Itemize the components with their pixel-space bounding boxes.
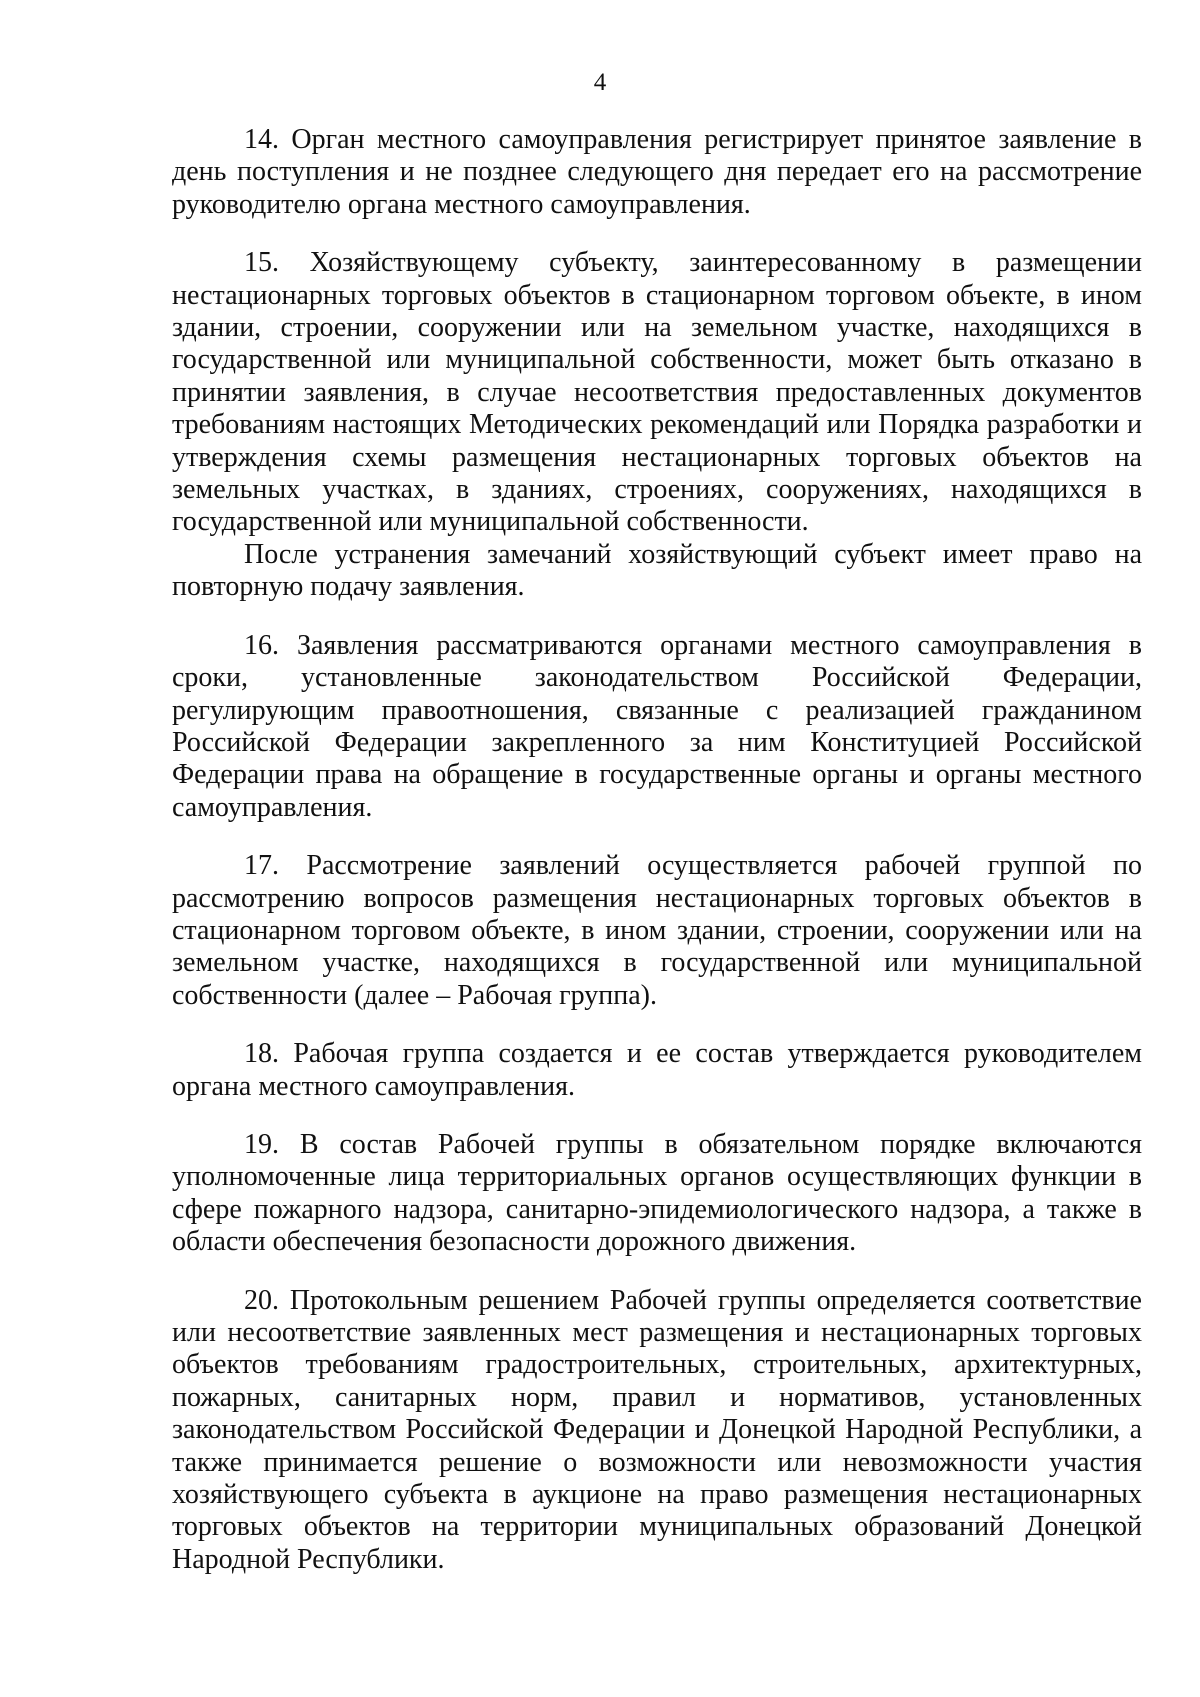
paragraph-16: 16. Заявления рассматриваются органами местного самоуправления в сроки, установленные законодательством Российской Федерации, регулирующим правоотношения, связанные с реализацией гражданином Российской Федерации закрепленного за ним Конституцией Российской Федерации права на обращение в государственные органы и органы местного самоуправления. — [172, 629, 1142, 823]
paragraph-15-continuation: После устранения замечаний хозяйствующий субъект имеет право на повторную подачу заявления. — [172, 538, 1142, 603]
page-number: 4 — [593, 69, 607, 96]
document-body — [172, 124, 1142, 1576]
paragraph-18: 18. Рабочая группа создается и ее состав утверждается руководителем органа местного самоуправления. — [172, 1038, 1142, 1102]
paragraph-14: 14. Орган местного самоуправления регистрирует принятое заявление в день поступления и не позднее следующего дня передает его на рассмотрение руководителю органа местного самоуправления. — [172, 124, 1142, 220]
paragraph-17: 17. Рассмотрение заявлений осуществляется рабочей группой по рассмотрению вопросов размещения нестационарных торговых объектов в стационарном торговом объекте, в ином здании, строении, сооружении или на земельном участке, находящихся в государственной или муниципальной собственности (далее – Рабочая группа). — [172, 850, 1142, 1011]
paragraph-15: 15. Хозяйствующему субъекту, заинтересованному в размещении нестационарных торговых объектов в стационарном торговом объекте, в ином здании, строении, сооружении или на земельном участке, находящихся в государственной или муниципальной собственности, может быть отказано в принятии заявления, в случае несоответствия предоставленных документов требованиям настоящих Методических рекомендаций или Порядка разработки и утверждения схемы размещения нестационарных торговых объектов на земельных участках, в зданиях, строениях, сооружениях, находящихся в государственной или муниципальной собственности. — [172, 247, 1142, 538]
paragraph-19: 19. В состав Рабочей группы в обязательном порядке включаются уполномоченные лица территориальных органов осуществляющих функции в сфере пожарного надзора, санитарно-эпидемиологического надзора, а также в области обеспечения безопасности дорожного движения. — [172, 1128, 1142, 1258]
paragraph-20: 20. Протокольным решением Рабочей группы определяется соответствие или несоответствие заявленных мест размещения и нестационарных торговых объектов требованиям градостроительных, строительных, архитектурных, пожарных, санитарных норм, правил и нормативов, установленных законодательством Российской Федерации и Донецкой Народной Республики, а также принимается решение о возможности или невозможности участия хозяйствующего субъекта в аукционе на право размещения нестационарных торговых объектов на территории муниципальных образований Донецкой Народной Республики. — [172, 1284, 1142, 1575]
